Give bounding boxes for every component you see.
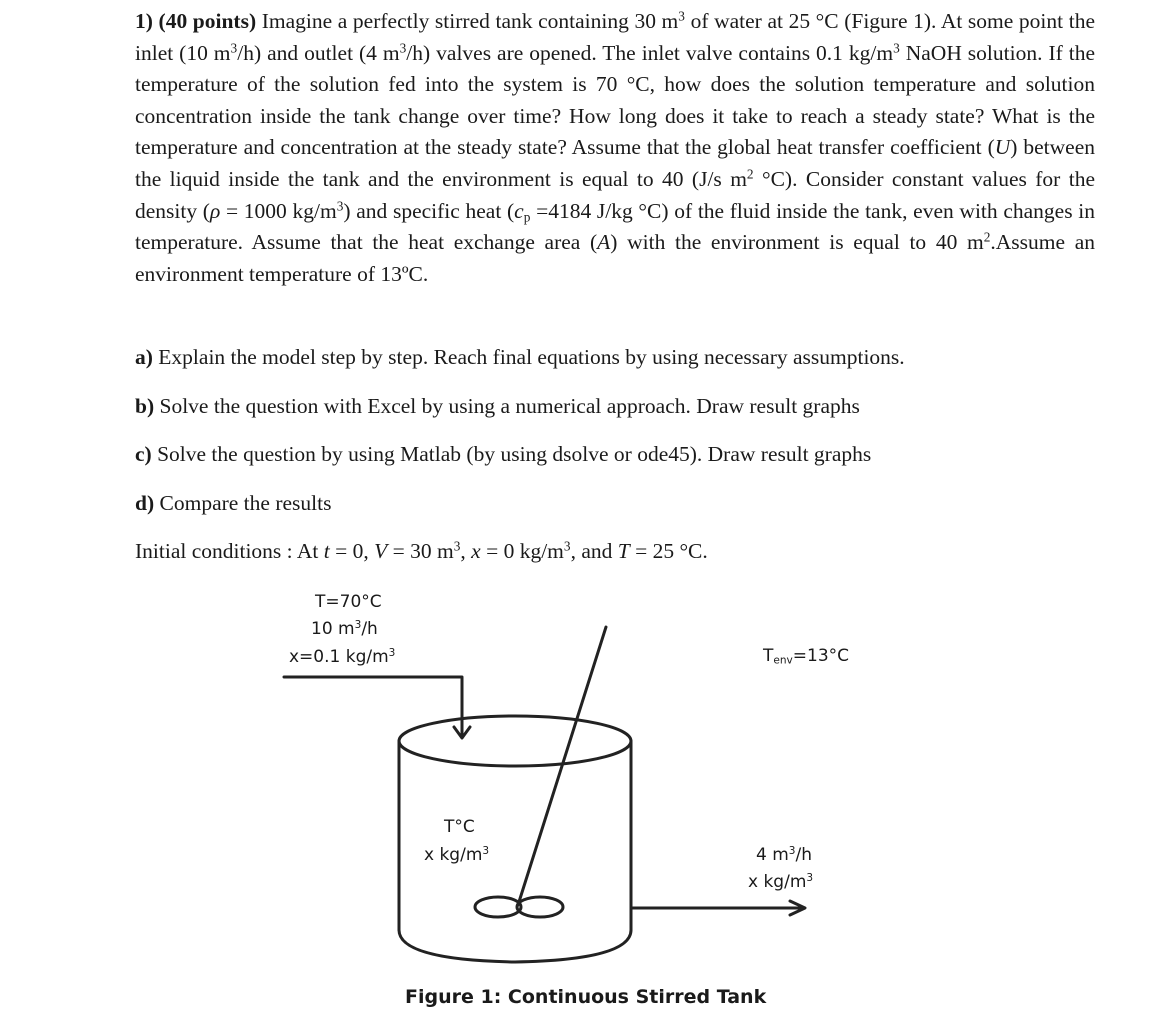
outlet-flow-label: [756, 845, 812, 865]
problem-text-10: =4184 J/kg °C) of the fluid inside the tank, even with changes in temperature. Assume that the heat exchange area (: [135, 198, 1096, 255]
initial-text: = 0 kg/m: [480, 539, 564, 563]
tank-conc-text: x kg/m: [424, 845, 483, 865]
impeller-blade-right: [517, 897, 563, 917]
superscript-3: 3: [788, 845, 796, 858]
problem-points: (40 points): [158, 9, 257, 33]
problem-text-2: of water at 25 °C (Figure 1). At some point the inlet (10 m: [135, 9, 1095, 65]
initial-text: = 0,: [329, 539, 375, 563]
symbol-t: t: [323, 539, 330, 563]
inlet-pipe: [284, 677, 462, 735]
superscript-3: 3: [399, 40, 407, 56]
problem-text-5: NaOH solution. If the temperature of the solution fed into the system is 70 °C, how does the solution temperature and solution concentration inside the tank change over time? How long does it take to reach a steady state? What is the temperature and concentration at the steady state? Assume that the global heat transfer coefficient (: [135, 40, 1095, 160]
tank-top-rim: [399, 716, 631, 766]
initial-text: = 30 m: [387, 539, 454, 563]
tank-bottom: [399, 930, 631, 962]
initial-text: ,: [460, 539, 472, 563]
tank-concentration-label: [424, 845, 489, 865]
symbol-V: V: [374, 539, 388, 563]
outlet-concentration-label: [748, 872, 813, 892]
tank-temperature-label: T°C: [444, 817, 475, 837]
problem-text-6: ) between the liquid inside the tank and the environment is equal to 40 (J/s m: [135, 135, 1095, 191]
inlet-concentration-label: [289, 647, 395, 667]
symbol-U: U: [994, 135, 1011, 160]
initial-text: Initial conditions : At: [135, 539, 324, 563]
symbol-cp: c: [514, 198, 524, 223]
outlet-flow-unit: /h: [795, 845, 812, 865]
problem-text-4: /h) valves are opened. The inlet valve contains 0.1 kg/m: [406, 40, 894, 65]
superscript-3: 3: [230, 40, 238, 56]
superscript-3: 3: [482, 845, 490, 858]
symbol-x: x: [471, 539, 481, 563]
impeller-blade-left: [475, 897, 521, 917]
superscript-3: 3: [354, 619, 362, 632]
inlet-flow-unit: /h: [361, 619, 378, 639]
part-label: d): [135, 491, 155, 515]
superscript-3: 3: [806, 872, 814, 885]
problem-text-11: ) with the environment is equal to 40 m: [610, 230, 984, 255]
problem-text-1: Imagine a perfectly stirred tank containing 30 m: [261, 9, 679, 33]
inlet-flow-text: 10 m: [311, 619, 355, 639]
env-subscript: env: [773, 654, 793, 667]
subscript-p: p: [523, 208, 531, 224]
superscript-2: 2: [983, 229, 991, 245]
symbol-T: T: [617, 539, 630, 563]
initial-text: = 25 °C.: [629, 539, 708, 563]
part-label: c): [135, 442, 152, 466]
inlet-temperature-label: T=70°C: [315, 592, 382, 612]
superscript-3: 3: [893, 40, 900, 56]
superscript-3: 3: [678, 8, 685, 24]
figure-caption: Figure 1: Continuous Stirred Tank: [405, 986, 767, 1008]
outlet-flow-text: 4 m: [756, 845, 789, 865]
superscript-2: 2: [746, 166, 754, 182]
superscript-3: 3: [453, 538, 461, 554]
problem-text-12: .Assume an environment temperature of 13ºC.: [135, 230, 1095, 286]
symbol-A: A: [597, 230, 611, 255]
env-value: =13°C: [792, 646, 850, 666]
part-text: Solve the question with Excel by using a numerical approach. Draw result graphs: [154, 394, 860, 418]
initial-text: , and: [570, 539, 618, 563]
inlet-conc-text: x=0.1 kg/m: [289, 647, 389, 667]
part-text: Explain the model step by step. Reach final equations by using necessary assumptions.: [152, 345, 905, 369]
problem-text-3: /h) and outlet (4 m: [237, 40, 400, 65]
part-label: a): [135, 345, 153, 369]
superscript-3: 3: [563, 538, 571, 554]
superscript-3: 3: [388, 647, 396, 660]
part-label: b): [135, 394, 155, 418]
problem-text-8: = 1000 kg/m: [220, 198, 337, 223]
outlet-conc-text: x kg/m: [748, 872, 807, 892]
env-T: T: [763, 646, 774, 666]
superscript-3: 3: [336, 198, 344, 214]
problem-text-9: ) and specific heat (: [343, 198, 515, 223]
environment-temperature-label: [763, 646, 849, 666]
inlet-flow-label: [311, 619, 378, 639]
symbol-rho: ρ: [209, 198, 221, 223]
part-text: Compare the results: [154, 491, 332, 515]
problem-text-7: °C). Consider constant values for the density (: [135, 166, 1095, 223]
part-text: Solve the question by using Matlab (by using dsolve or ode45). Draw result graphs: [151, 442, 872, 466]
problem-number: 1): [135, 9, 153, 33]
